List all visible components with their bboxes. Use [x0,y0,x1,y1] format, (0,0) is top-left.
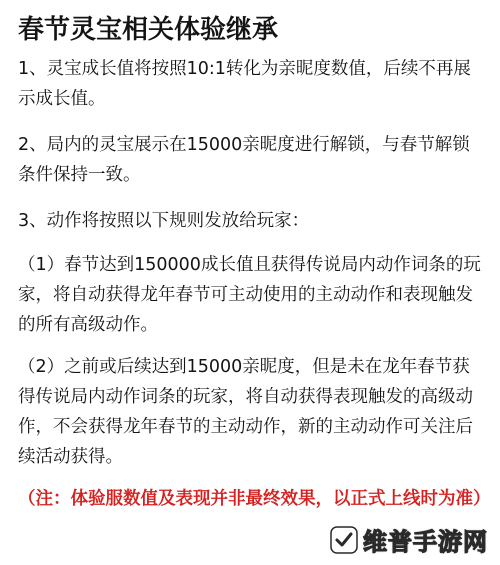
watermark-text: 维普手游网 [363,528,488,556]
paragraph-action-rules-intro: 3、动作将按照以下规则发放给玩家： [18,211,310,231]
paragraph-display-unlock: 2、局内的灵宝展示在15000亲昵度进行解锁，与春节解锁条件保持一致。 [18,135,470,185]
paragraph-rule-one: （1）春节达到150000成长值且获得传说局内动作词条的玩家，将自动获得龙年春节可主动使用的主动动作和表现触发的所有高级动作。 [18,255,481,335]
disclaimer-note: （注：体验服数值及表现并非最终效果，以正式上线时为准） [18,489,491,509]
page-title: 春节灵宝相关体验继承 [18,15,279,45]
paragraph-growth-conversion: 1、灵宝成长值将按照10:1转化为亲昵度数值，后续不再展示成长值。 [18,59,471,109]
paragraph-rule-two: （2）之前或后续达到15000亲昵度，但是未在龙年春节获得传说局内动作词条的玩家，将自动获得表现触发的高级动作，不会获得龙年春节的主动动作，新的主动动作可关注后续活动获得。 [18,357,473,467]
checkmark-logo-icon [329,525,359,555]
site-watermark [329,522,488,557]
